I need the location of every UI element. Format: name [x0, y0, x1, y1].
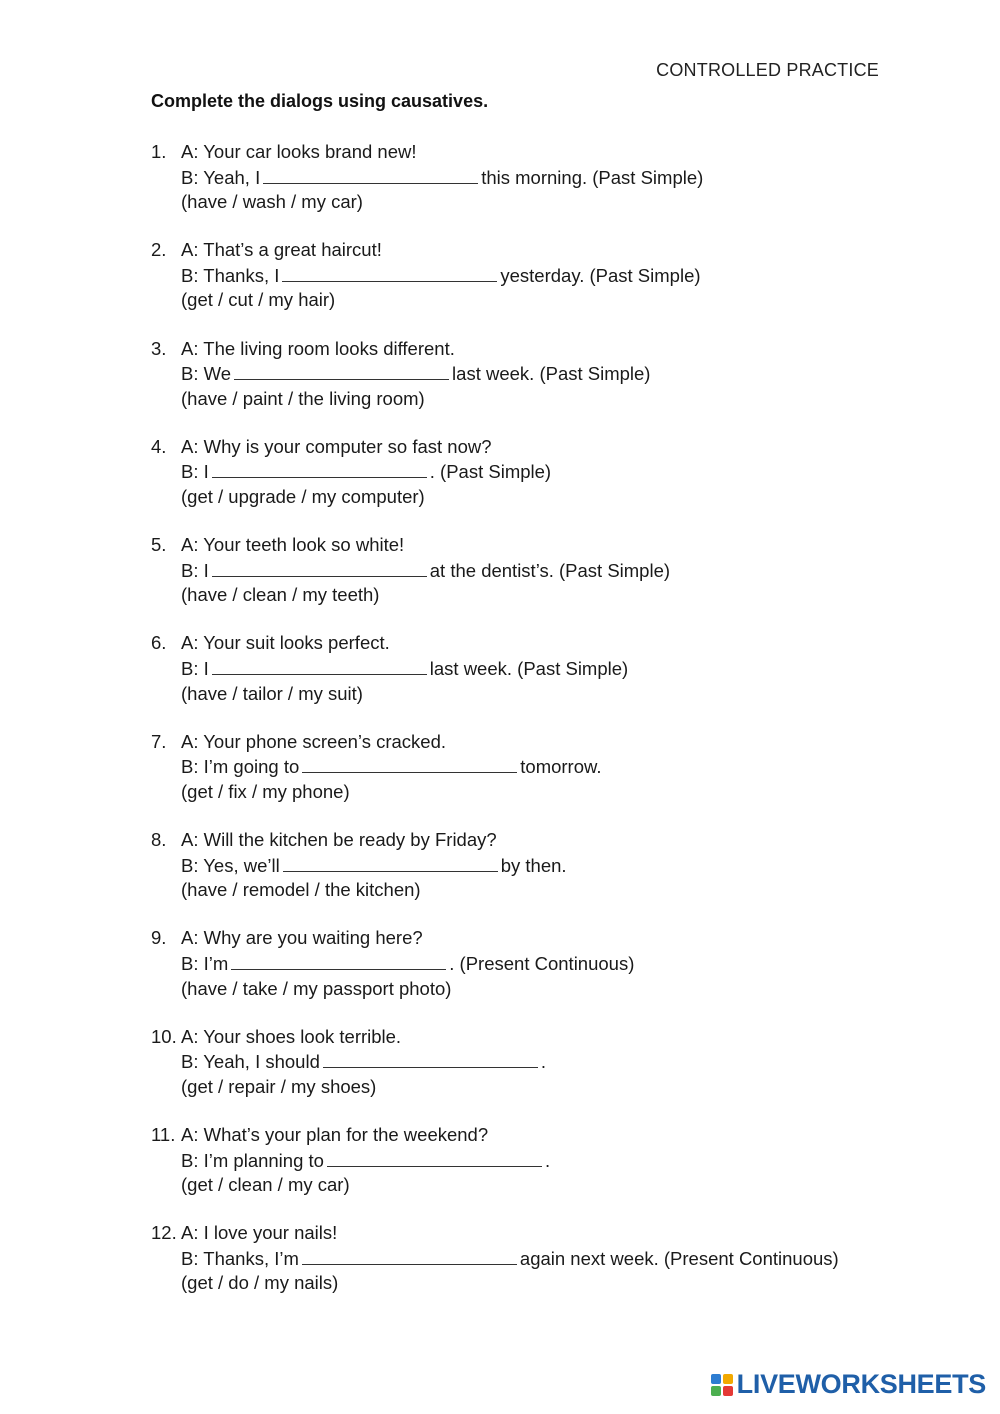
- hint-line: (get / cut / my hair): [181, 289, 336, 311]
- answer-blank[interactable]: [282, 263, 497, 282]
- logo-square-4: [723, 1386, 733, 1396]
- speaker-b-after: .: [544, 1149, 551, 1171]
- item-number: 12.: [151, 1222, 177, 1244]
- hint-line: (get / fix / my phone): [181, 780, 350, 802]
- item-dialog: [181, 730, 911, 828]
- speaker-b-line: [181, 1049, 911, 1075]
- hint-line: (have / clean / my teeth): [181, 584, 380, 606]
- item-dialog: [181, 140, 911, 238]
- item-dialog: [181, 533, 911, 631]
- speaker-b-after: tomorrow.: [520, 756, 602, 778]
- answer-blank[interactable]: [327, 1148, 542, 1167]
- item-dialog: [181, 631, 911, 729]
- item-number: 7.: [151, 730, 167, 752]
- speaker-b-after: last week. (Past Simple): [452, 363, 651, 385]
- exercise-item: [151, 1221, 911, 1319]
- speaker-b-before: B: I: [181, 461, 209, 483]
- speaker-b-after: . (Present Continuous): [449, 952, 635, 974]
- answer-blank[interactable]: [283, 853, 498, 872]
- exercise-item: [151, 631, 911, 729]
- speaker-b-line: [181, 1246, 911, 1272]
- item-number: 6.: [151, 632, 167, 654]
- answer-blank[interactable]: [231, 951, 446, 970]
- speaker-a-line: A: Why is your computer so fast now?: [181, 435, 492, 457]
- item-number: 2.: [151, 239, 167, 261]
- item-dialog: [181, 1025, 911, 1123]
- speaker-b-after: again next week. (Present Continuous): [519, 1247, 839, 1269]
- logo-square-2: [723, 1374, 733, 1384]
- exercise-list: [151, 140, 911, 1320]
- speaker-a-line: A: Your car looks brand new!: [181, 141, 417, 162]
- speaker-a-line: A: That’s a great haircut!: [181, 239, 382, 261]
- hint-line: (have / remodel / the kitchen): [181, 879, 421, 901]
- liveworksheets-logo-icon: [711, 1374, 733, 1396]
- brand-text: LIVEWORKSHEETS: [736, 1369, 986, 1399]
- answer-blank[interactable]: [302, 1246, 517, 1265]
- speaker-b-before: B: I: [181, 658, 209, 680]
- speaker-a-line: A: Your teeth look so white!: [181, 534, 405, 556]
- page-header-label: CONTROLLED PRACTICE: [656, 60, 879, 80]
- speaker-b-after: at the dentist’s. (Past Simple): [429, 559, 671, 581]
- item-number: 1.: [151, 141, 167, 162]
- liveworksheets-brand[interactable]: [711, 1369, 986, 1400]
- speaker-b-before: B: I’m going to: [181, 756, 300, 778]
- exercise-item: [151, 926, 911, 1024]
- speaker-b-before: B: I: [181, 559, 209, 581]
- answer-blank[interactable]: [234, 361, 449, 380]
- speaker-b-after: by then.: [500, 854, 567, 876]
- item-dialog: [181, 1221, 911, 1319]
- speaker-b-line: [181, 459, 911, 485]
- speaker-b-after: this morning. (Past Simple): [481, 166, 704, 188]
- speaker-b-before: B: Thanks, I’m: [181, 1247, 299, 1269]
- logo-square-3: [711, 1386, 721, 1396]
- speaker-a-line: A: Your phone screen’s cracked.: [181, 730, 446, 752]
- item-number: 9.: [151, 927, 167, 949]
- speaker-b-before: B: Yeah, I: [181, 166, 261, 188]
- exercise-item: [151, 238, 911, 336]
- item-dialog: [181, 1123, 911, 1221]
- item-dialog: [181, 238, 911, 336]
- speaker-a-line: A: Why are you waiting here?: [181, 927, 423, 949]
- exercise-item: [151, 435, 911, 533]
- hint-line: (have / tailor / my suit): [181, 682, 363, 704]
- speaker-b-before: B: Yes, we’ll: [181, 854, 280, 876]
- speaker-b-line: [181, 263, 911, 289]
- exercise-item: [151, 140, 911, 238]
- speaker-b-before: B: We: [181, 363, 232, 385]
- speaker-a-line: A: Will the kitchen be ready by Friday?: [181, 829, 497, 851]
- hint-line: (have / paint / the living room): [181, 387, 425, 409]
- speaker-b-line: [181, 558, 911, 584]
- exercise-item: [151, 730, 911, 828]
- speaker-b-after: . (Past Simple): [429, 461, 552, 483]
- speaker-b-line: [181, 361, 911, 387]
- item-number: 5.: [151, 534, 167, 556]
- hint-line: (have / take / my passport photo): [181, 977, 452, 999]
- item-number: 10.: [151, 1025, 177, 1047]
- exercise-item: [151, 1123, 911, 1221]
- item-dialog: [181, 435, 911, 533]
- speaker-b-before: B: I’m planning to: [181, 1149, 324, 1171]
- item-number: 11.: [151, 1123, 176, 1145]
- answer-blank[interactable]: [302, 754, 517, 773]
- item-dialog: [181, 337, 911, 435]
- exercise-item: [151, 337, 911, 435]
- instructions-heading: Complete the dialogs using causatives.: [151, 91, 489, 111]
- hint-line: (get / clean / my car): [181, 1174, 350, 1196]
- speaker-b-line: [181, 165, 911, 191]
- answer-blank[interactable]: [212, 656, 427, 675]
- speaker-b-line: [181, 1148, 911, 1174]
- answer-blank[interactable]: [263, 165, 478, 184]
- speaker-b-line: [181, 853, 911, 879]
- speaker-a-line: A: The living room looks different.: [181, 337, 455, 359]
- speaker-b-line: [181, 951, 911, 977]
- logo-square-1: [711, 1374, 721, 1384]
- answer-blank[interactable]: [212, 459, 427, 478]
- item-number: 4.: [151, 435, 167, 457]
- speaker-b-after: yesterday. (Past Simple): [500, 264, 701, 286]
- speaker-b-before: B: Thanks, I: [181, 264, 280, 286]
- item-dialog: [181, 828, 911, 926]
- item-number: 8.: [151, 829, 167, 851]
- answer-blank[interactable]: [212, 558, 427, 577]
- speaker-a-line: A: Your suit looks perfect.: [181, 632, 390, 654]
- hint-line: (get / upgrade / my computer): [181, 486, 425, 508]
- speaker-a-line: A: What’s your plan for the weekend?: [181, 1123, 489, 1145]
- exercise-item: [151, 533, 911, 631]
- item-number: 3.: [151, 337, 167, 359]
- exercise-item: [151, 828, 911, 926]
- speaker-b-after: last week. (Past Simple): [429, 658, 629, 680]
- hint-line: (get / repair / my shoes): [181, 1075, 377, 1097]
- speaker-b-before: B: I’m: [181, 952, 229, 974]
- exercise-item: [151, 1025, 911, 1123]
- hint-line: (get / do / my nails): [181, 1272, 339, 1294]
- speaker-b-line: [181, 754, 911, 780]
- speaker-b-line: [181, 656, 911, 682]
- speaker-b-after: .: [540, 1051, 547, 1073]
- speaker-b-before: B: Yeah, I should: [181, 1051, 320, 1073]
- item-dialog: [181, 926, 911, 1024]
- speaker-a-line: A: I love your nails!: [181, 1222, 338, 1244]
- hint-line: (have / wash / my car): [181, 191, 363, 213]
- speaker-a-line: A: Your shoes look terrible.: [181, 1025, 402, 1047]
- answer-blank[interactable]: [323, 1049, 538, 1068]
